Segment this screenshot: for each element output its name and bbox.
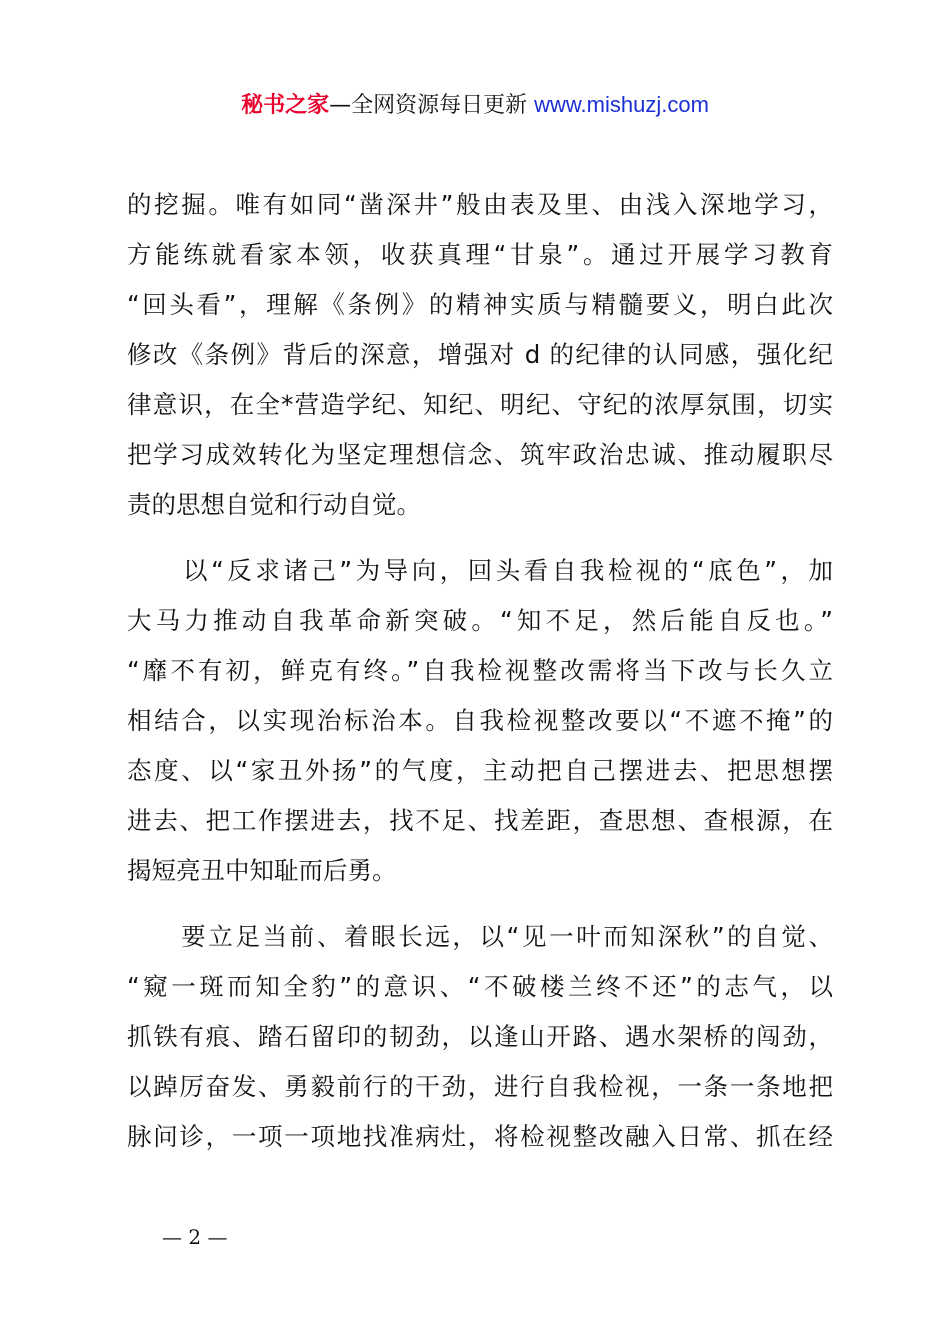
text-line: 相结合，以实现治标治本。自我检视整改要以“不遮不掩”的 [127, 706, 833, 735]
text-line: 修改《条例》背后的深意，增强对 d 的纪律的认同感，强化纪 [127, 340, 833, 369]
text-line: “窥一斑而知全豹”的意识、“不破楼兰终不还”的志气，以 [127, 972, 833, 1001]
text-line: “靡不有初，鲜克有终。”自我检视整改需将当下改与长久立 [127, 656, 833, 685]
text-line: 大马力推动自我革命新突破。“知不足，然后能自反也。” [127, 606, 833, 635]
page-header [0, 88, 950, 123]
header-brand: 秘书之家 [241, 93, 330, 118]
text-line: 把学习成效转化为坚定理想信念、筑牢政治忠诚、推动履职尽 [127, 440, 833, 469]
page-number: — 2 — [162, 1225, 228, 1249]
text-line: 律意识，在全*营造学纪、知纪、明纪、守纪的浓厚氛围，切实 [127, 390, 833, 419]
text-line: 方能练就看家本领，收获真理“甘泉”。通过开展学习教育 [127, 240, 833, 269]
text-line: 进去、把工作摆进去，找不足、找差距，查思想、查根源，在 [127, 806, 833, 835]
text-line: 揭短亮丑中知耻而后勇。 [127, 856, 397, 885]
text-line: 责的思想自觉和行动自觉。 [127, 490, 421, 519]
paragraph [127, 546, 833, 896]
text-line: 态度、以“家丑外扬”的气度，主动把自己摆进去、把思想摆 [127, 756, 833, 785]
text-line: 的挖掘。唯有如同“凿深井”般由表及里、由浅入深地学习， [127, 190, 833, 219]
header-url-link[interactable]: www.mishuzj.com [534, 92, 709, 117]
text-line: 以“反求诸己”为导向，回头看自我检视的“底色”，加 [127, 556, 833, 585]
text-line: “回头看”，理解《条例》的精神实质与精髓要义，明白此次 [127, 290, 833, 319]
paragraph [127, 912, 833, 1162]
text-line: 抓铁有痕、踏石留印的韧劲，以逢山开路、遇水架桥的闯劲， [127, 1022, 833, 1051]
document-body [127, 180, 833, 1162]
paragraph [127, 180, 833, 530]
header-tagline: —全网资源每日更新 [329, 93, 535, 118]
text-line: 脉问诊，一项一项地找准病灶，将检视整改融入日常、抓在经 [127, 1122, 833, 1151]
text-line: 要立足当前、着眼长远，以“见一叶而知深秋”的自觉、 [127, 922, 833, 951]
text-line: 以踔厉奋发、勇毅前行的干劲，进行自我检视，一条一条地把 [127, 1072, 833, 1101]
